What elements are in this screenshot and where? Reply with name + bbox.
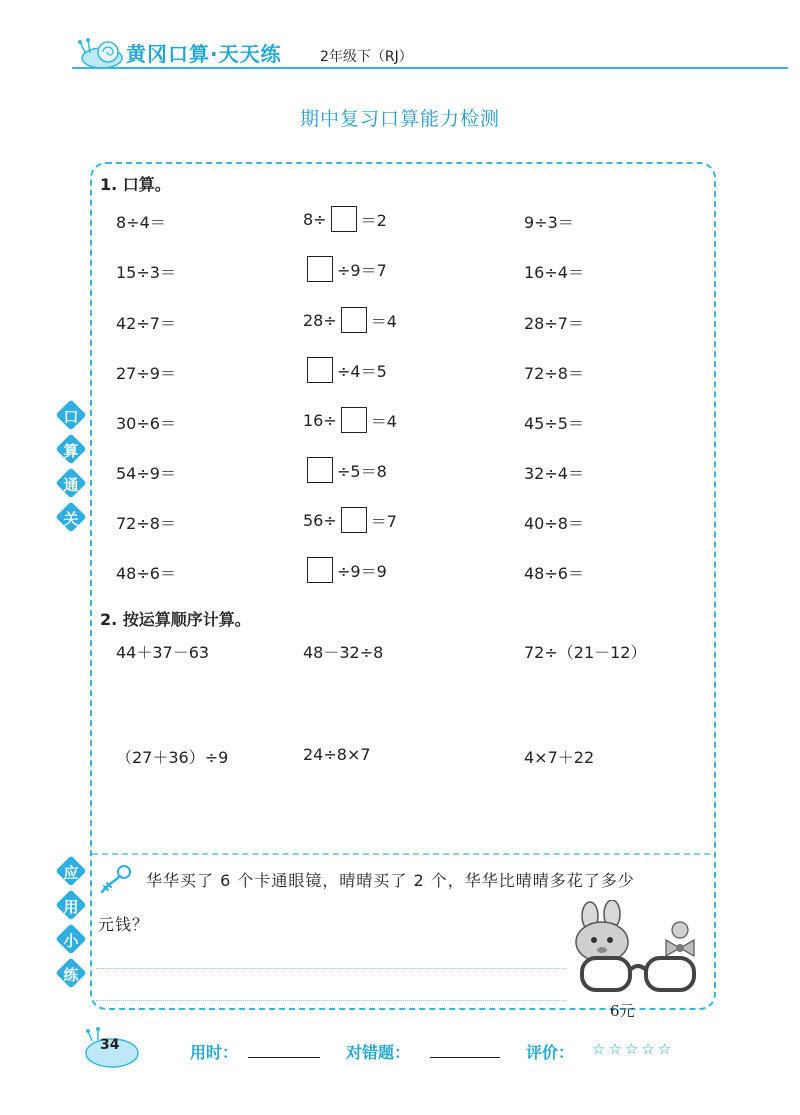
key-icon [98,862,138,896]
fill-box-problem: 56÷ ＝7 [303,507,397,533]
fill-box-problem: 16÷ ＝4 [303,407,397,433]
section-divider [92,853,710,855]
side-tab-bottom-2: 用 [58,892,88,922]
answer-box[interactable] [331,206,357,232]
oral-problem: 30÷6＝ [116,414,176,433]
errors-label: 对错题： [346,1043,411,1062]
oral-problem: 72÷8＝ [524,364,584,383]
side-tab-bottom-4: 练 [58,960,88,990]
word-problem-line-1: 华华买了 6 个卡通眼镜，晴晴买了 2 个，华华比晴晴多花了多少 [146,871,635,890]
answer-line[interactable] [96,968,566,969]
oral-problem: 15÷3＝ [116,263,176,282]
oral-problem: 9÷3＝ [524,213,574,232]
answer-box[interactable] [307,256,333,282]
side-tab-bottom-3: 小 [58,926,88,956]
price-label: 6元 [610,1002,635,1020]
answer-box[interactable] [307,357,333,383]
oral-problem: 48÷6＝ [116,564,176,583]
side-tab-top-3: 通 [58,470,88,500]
oral-problem: 8÷4＝ [116,213,166,232]
fill-box-problem: ÷5＝8 [303,457,387,483]
answer-line[interactable] [96,1000,566,1001]
fill-box-problem: ÷4＝5 [303,357,387,383]
cartoon-glasses-icon [568,900,708,1000]
oral-problem: 42÷7＝ [116,314,176,333]
side-tab-bottom-1: 应 [58,858,88,888]
fill-box-problem: 8÷ ＝2 [303,206,387,232]
page-title: 期中复习口算能力检测 [299,108,500,130]
side-tab-top-1: 口 [58,402,88,432]
time-label: 用时： [190,1043,239,1062]
answer-box[interactable] [341,307,367,333]
header-rule [72,67,788,69]
page-number: 34 [100,1037,120,1053]
section-1-title: 1. 口算。 [100,175,171,194]
order-problem: 4×7＋22 [524,748,595,767]
oral-problem: 27÷9＝ [116,364,176,383]
oral-problem: 32÷4＝ [524,464,584,483]
order-problem: 24÷8×7 [303,745,371,764]
oral-problem: 40÷8＝ [524,514,584,533]
fill-box-problem: ÷9＝7 [303,256,387,282]
order-problem: （27＋36）÷9 [116,748,229,767]
answer-box[interactable] [341,507,367,533]
grade-label: 2年级下（RJ） [320,49,413,65]
rating-stars[interactable]: ☆☆☆☆☆ [592,1040,675,1058]
side-tab-top-4: 关 [58,504,88,534]
oral-problem: 16÷4＝ [524,263,584,282]
answer-box[interactable] [307,557,333,583]
order-problem: 44＋37－63 [116,643,210,662]
answer-box[interactable] [307,457,333,483]
errors-blank[interactable] [430,1057,500,1058]
fill-box-problem: 28÷ ＝4 [303,307,397,333]
order-problem: 48－32÷8 [303,643,384,662]
fill-box-problem: ÷9＝9 [303,557,387,583]
brand-title: 黄冈口算·天天练 [126,42,282,66]
order-problem: 72÷（21－12） [524,643,647,662]
oral-problem: 54÷9＝ [116,464,176,483]
time-blank[interactable] [248,1057,320,1058]
word-problem-line-2: 元钱？ [98,915,150,934]
side-tab-top-2: 算 [58,436,88,466]
oral-problem: 72÷8＝ [116,514,176,533]
answer-box[interactable] [341,407,367,433]
rating-label: 评价： [526,1043,575,1062]
oral-problem: 45÷5＝ [524,414,584,433]
section-2-title: 2. 按运算顺序计算。 [100,610,251,629]
oral-problem: 28÷7＝ [524,314,584,333]
oral-problem: 48÷6＝ [524,564,584,583]
